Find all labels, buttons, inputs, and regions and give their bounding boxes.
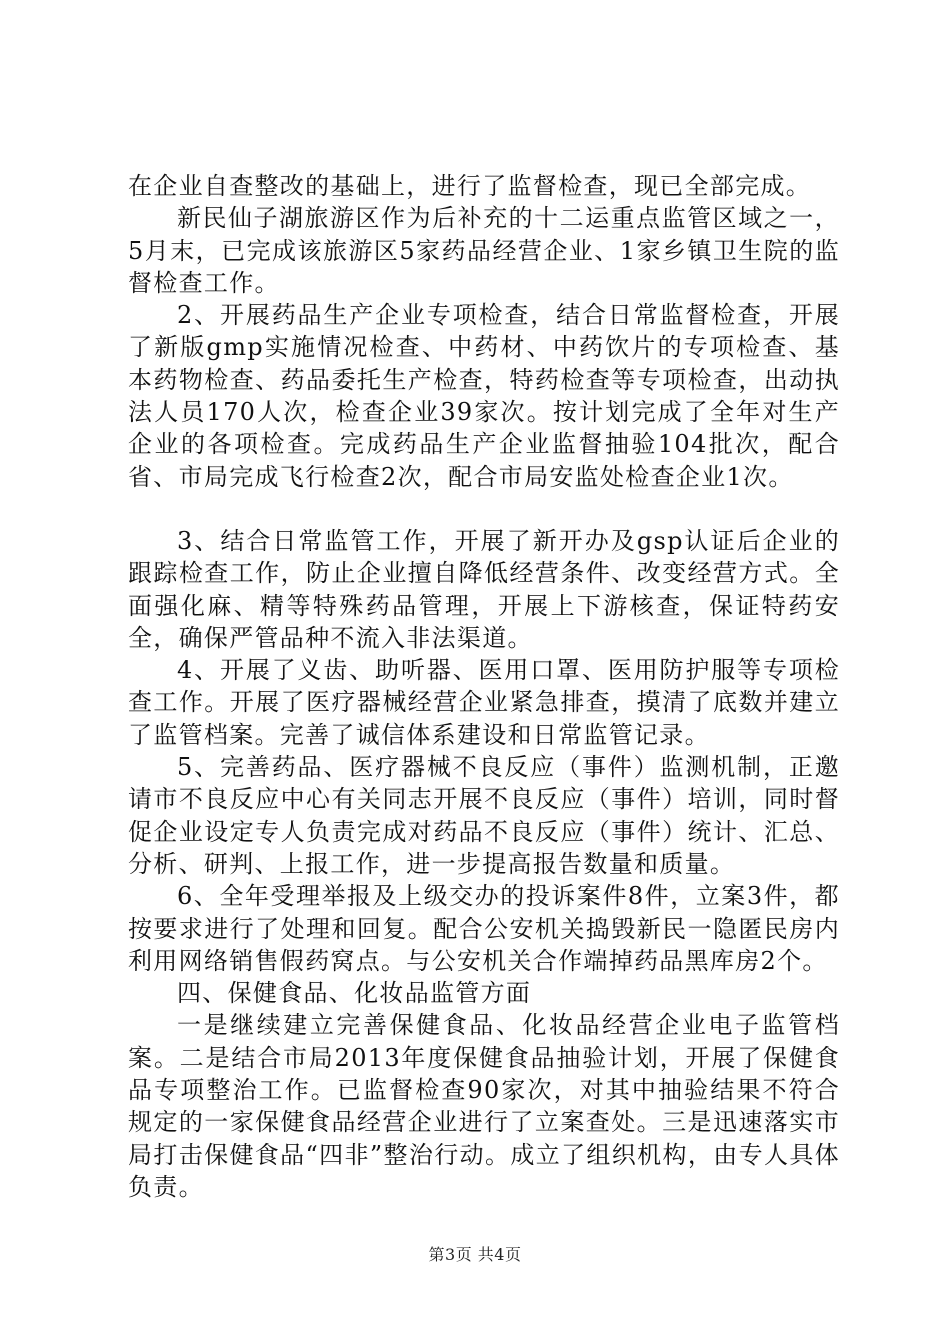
paragraph-continuation: 在企业自查整改的基础上，进行了监督检查，现已全部完成。: [128, 172, 812, 200]
paragraph-spacer: [128, 493, 840, 525]
paragraph-item-3: 3、结合日常监管工作，开展了新开办及gsp认证后企业的跟踪检查工作，防止企业擅自降低经营条件、改变经营方式。全面强化麻、精等特殊药品管理，开展上下游核查，保证特药安全，确保严管品种不流入非法渠道。: [128, 526, 840, 652]
paragraph-health-food: 一是继续建立完善保健食品、化妆品经营企业电子监管档案。二是结合市局2013年度保健食品抽验计划，开展了保健食品专项整治工作。已监督检查90家次，对其中抽验结果不符合规定的一家保健食品经营企业进行了立案查处。三是迅速落实市局打击保健食品“四非”整治行动。成立了组织机构，由专人具体负责。: [128, 1011, 840, 1201]
paragraph-item-6: 6、全年受理举报及上级交办的投诉案件8件，立案3件，都按要求进行了处理和回复。配合公安机关捣毁新民一隐匿民房内利用网络销售假药窝点。与公安机关合作端掉药品黑库房2个。: [128, 882, 840, 975]
paragraph-item-5: 5、完善药品、医疗器械不良反应（事件）监测机制，正邀请市不良反应中心有关同志开展不良反应（事件）培训，同时督促企业设定专人负责完成对药品不良反应（事件）统计、汇总、分析、研判、上报工作，进一步提高报告数量和质量。: [128, 753, 840, 878]
section-heading-health-food: 四、保健食品、化妆品监管方面: [177, 979, 532, 1008]
paragraph-item-2: 2、开展药品生产企业专项检查，结合日常监督检查，开展了新版gmp实施情况检查、中药材、中药饮片的专项检查、基本药物检查、药品委托生产检查，特药检查等专项检查，出动执法人员170人次，检查企业39家次。按计划完成了全年对生产企业的各项检查。完成药品生产企业监督抽验104批次，配合省、市局完成飞行检查2次，配合市局安监处检查企业1次。: [128, 301, 840, 491]
paragraph-xinmin-lake: 新民仙子湖旅游区作为后补充的十二运重点监管区域之一，5月末，已完成该旅游区5家药品经营企业、1家乡镇卫生院的监督检查工作。: [128, 204, 840, 297]
document-body: [128, 170, 840, 1203]
page-footer: 第3页 共4页: [428, 1245, 522, 1264]
paragraph-item-4: 4、开展了义齿、助听器、医用口罩、医用防护服等专项检查工作。开展了医疗器械经营企业紧急排查，摸清了底数并建立了监管档案。完善了诚信体系建设和日常监管记录。: [128, 656, 840, 749]
